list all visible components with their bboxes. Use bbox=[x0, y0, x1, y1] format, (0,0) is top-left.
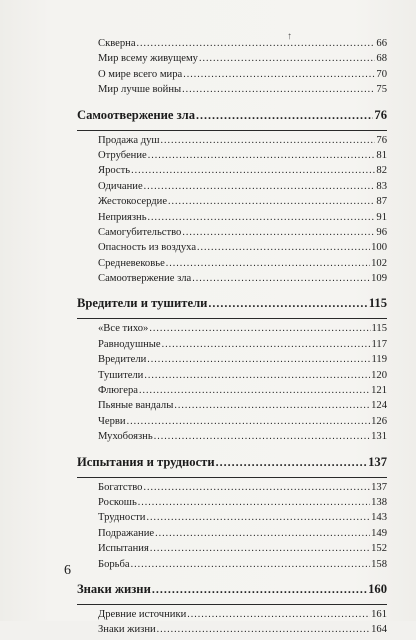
entry-page: 100 bbox=[371, 242, 387, 254]
dot-leader bbox=[183, 70, 375, 80]
dot-leader bbox=[138, 498, 370, 508]
entry-page: 152 bbox=[371, 543, 387, 555]
dot-leader bbox=[150, 544, 370, 554]
dot-leader bbox=[148, 151, 376, 161]
entry-title: О мире всего мира bbox=[98, 68, 183, 80]
toc-entry bbox=[77, 84, 387, 99]
entry-page: 102 bbox=[371, 257, 387, 269]
toc-entry bbox=[77, 69, 387, 84]
entry-title: Продажа душ bbox=[98, 134, 160, 146]
section-rule bbox=[77, 477, 387, 478]
entry-title: Испытания bbox=[98, 543, 149, 555]
entry-title: Древние источники bbox=[98, 608, 187, 620]
toc-entry bbox=[77, 609, 387, 624]
dot-leader bbox=[131, 166, 375, 176]
entry-title: Вредители bbox=[98, 354, 147, 366]
entry-title: «Все тихо» bbox=[98, 323, 149, 335]
entry-title: Самогубительство bbox=[98, 226, 182, 238]
dot-leader bbox=[144, 182, 376, 192]
toc-entry bbox=[77, 212, 387, 227]
toc-entry bbox=[77, 150, 387, 165]
entry-title: Подражание bbox=[98, 527, 155, 539]
section-heading bbox=[77, 296, 387, 318]
entry-title: Жестокосердие bbox=[98, 196, 168, 208]
dot-leader bbox=[127, 417, 371, 427]
toc-entry bbox=[77, 135, 387, 150]
section-rule bbox=[77, 318, 387, 319]
section-heading bbox=[77, 582, 387, 604]
dot-leader bbox=[166, 259, 370, 269]
toc-entry bbox=[77, 165, 387, 180]
dot-leader bbox=[131, 560, 371, 570]
section-title: Испытания и трудности bbox=[77, 454, 215, 469]
dot-leader bbox=[162, 340, 371, 350]
section-page: 76 bbox=[374, 107, 387, 122]
toc-entry bbox=[77, 370, 387, 385]
section-heading bbox=[77, 455, 387, 477]
dot-leader bbox=[216, 456, 367, 468]
dot-leader bbox=[182, 85, 375, 95]
entry-page: 124 bbox=[371, 400, 387, 412]
dot-leader bbox=[137, 39, 376, 49]
entry-page: 115 bbox=[371, 323, 387, 335]
dot-leader bbox=[149, 324, 370, 334]
dot-leader bbox=[199, 54, 375, 64]
toc-entry bbox=[77, 242, 387, 257]
entry-page: 143 bbox=[371, 512, 387, 524]
toc-entry bbox=[77, 354, 387, 369]
dot-leader bbox=[197, 243, 370, 253]
entry-title: Пьяные вандалы bbox=[98, 400, 174, 412]
entry-title: Равнодушные bbox=[98, 338, 161, 350]
toc-entry bbox=[77, 624, 387, 639]
entry-title: Мир всему живущему bbox=[98, 53, 198, 65]
toc-entry bbox=[77, 181, 387, 196]
entry-page: 83 bbox=[376, 180, 387, 192]
entry-title: Трудности bbox=[98, 512, 146, 524]
section-rule bbox=[77, 130, 387, 131]
dot-leader bbox=[168, 197, 375, 207]
entry-page: 158 bbox=[371, 558, 387, 570]
entry-page: 70 bbox=[376, 68, 387, 80]
dot-leader bbox=[148, 213, 376, 223]
dot-leader bbox=[208, 297, 367, 309]
toc-entry bbox=[77, 385, 387, 400]
section-heading bbox=[77, 108, 387, 130]
entry-page: 66 bbox=[376, 38, 387, 49]
entry-title: Борьба bbox=[98, 558, 130, 570]
toc-entry bbox=[77, 273, 387, 288]
dot-leader bbox=[144, 371, 370, 381]
toc-entry bbox=[77, 528, 387, 543]
entry-page: 76 bbox=[376, 134, 387, 146]
toc-entry bbox=[77, 416, 387, 431]
top-mark: ↑ bbox=[287, 31, 292, 42]
entry-page: 126 bbox=[371, 415, 387, 427]
dot-leader bbox=[139, 386, 370, 396]
table-of-contents bbox=[77, 38, 387, 640]
dot-leader bbox=[196, 109, 373, 121]
toc-entry bbox=[77, 258, 387, 273]
entry-page: 138 bbox=[371, 496, 387, 508]
dot-leader bbox=[147, 355, 370, 365]
toc-entry bbox=[77, 196, 387, 211]
entry-page: 75 bbox=[376, 84, 387, 96]
section-title: Знаки жизни bbox=[77, 581, 151, 596]
section-rule bbox=[77, 604, 387, 605]
entry-page: 120 bbox=[371, 369, 387, 381]
dot-leader bbox=[187, 610, 370, 620]
section-page: 160 bbox=[368, 581, 387, 596]
entry-page: 81 bbox=[376, 149, 387, 161]
entry-title: Богатство bbox=[98, 481, 143, 493]
entry-title: Опасность из воздуха bbox=[98, 242, 197, 254]
entry-page: 161 bbox=[371, 608, 387, 620]
entry-page: 87 bbox=[376, 196, 387, 208]
entry-title: Скверна bbox=[98, 38, 136, 49]
dot-leader bbox=[192, 274, 370, 284]
toc-entry bbox=[77, 53, 387, 68]
toc-entry bbox=[77, 400, 387, 415]
entry-page: 149 bbox=[371, 527, 387, 539]
entry-title: Неприязнь bbox=[98, 211, 147, 223]
entry-title: Ярость bbox=[98, 165, 131, 177]
dot-leader bbox=[152, 583, 367, 595]
toc-entry bbox=[77, 339, 387, 354]
entry-page: 96 bbox=[376, 226, 387, 238]
entry-page: 117 bbox=[371, 338, 387, 350]
section-page: 137 bbox=[368, 454, 387, 469]
toc-entry bbox=[77, 227, 387, 242]
dot-leader bbox=[154, 432, 370, 442]
toc-entry bbox=[77, 543, 387, 558]
entry-title: Мир лучше войны bbox=[98, 84, 182, 96]
entry-title: Средневековье bbox=[98, 257, 165, 269]
entry-page: 131 bbox=[371, 431, 387, 443]
entry-page: 68 bbox=[376, 53, 387, 65]
entry-page: 109 bbox=[371, 273, 387, 285]
section-title: Вредители и тушители bbox=[77, 296, 208, 311]
entry-title: Черви bbox=[98, 415, 126, 427]
dot-leader bbox=[161, 136, 376, 146]
toc-entry bbox=[77, 323, 387, 338]
entry-title: Мухобоязнь bbox=[98, 431, 153, 443]
dot-leader bbox=[157, 625, 370, 635]
section-page: 115 bbox=[368, 296, 387, 311]
entry-title: Роскошь bbox=[98, 496, 137, 508]
entry-title: Самоотвержение зла bbox=[98, 273, 192, 285]
dot-leader bbox=[143, 483, 370, 493]
entry-page: 91 bbox=[376, 211, 387, 223]
dot-leader bbox=[146, 513, 370, 523]
dot-leader bbox=[155, 529, 370, 539]
dot-leader bbox=[174, 401, 370, 411]
entry-title: Отрубение bbox=[98, 149, 147, 161]
toc-entry bbox=[77, 512, 387, 527]
entry-page: 121 bbox=[371, 385, 387, 397]
toc-entry bbox=[77, 497, 387, 512]
entry-page: 164 bbox=[371, 624, 387, 636]
entry-title: Одичание bbox=[98, 180, 143, 192]
entry-title: Тушители bbox=[98, 369, 144, 381]
toc-entry bbox=[77, 482, 387, 497]
entry-page: 137 bbox=[371, 481, 387, 493]
toc-entry bbox=[77, 431, 387, 446]
dot-leader bbox=[182, 228, 375, 238]
entry-title: Флюгера bbox=[98, 385, 138, 397]
entry-page: 119 bbox=[371, 354, 387, 366]
toc-entry bbox=[77, 38, 387, 53]
section-title: Самоотвержение зла bbox=[77, 107, 196, 122]
entry-page: 82 bbox=[376, 165, 387, 177]
page-number: 6 bbox=[64, 563, 71, 578]
toc-entry bbox=[77, 559, 387, 574]
entry-title: Знаки жизни bbox=[98, 624, 156, 636]
